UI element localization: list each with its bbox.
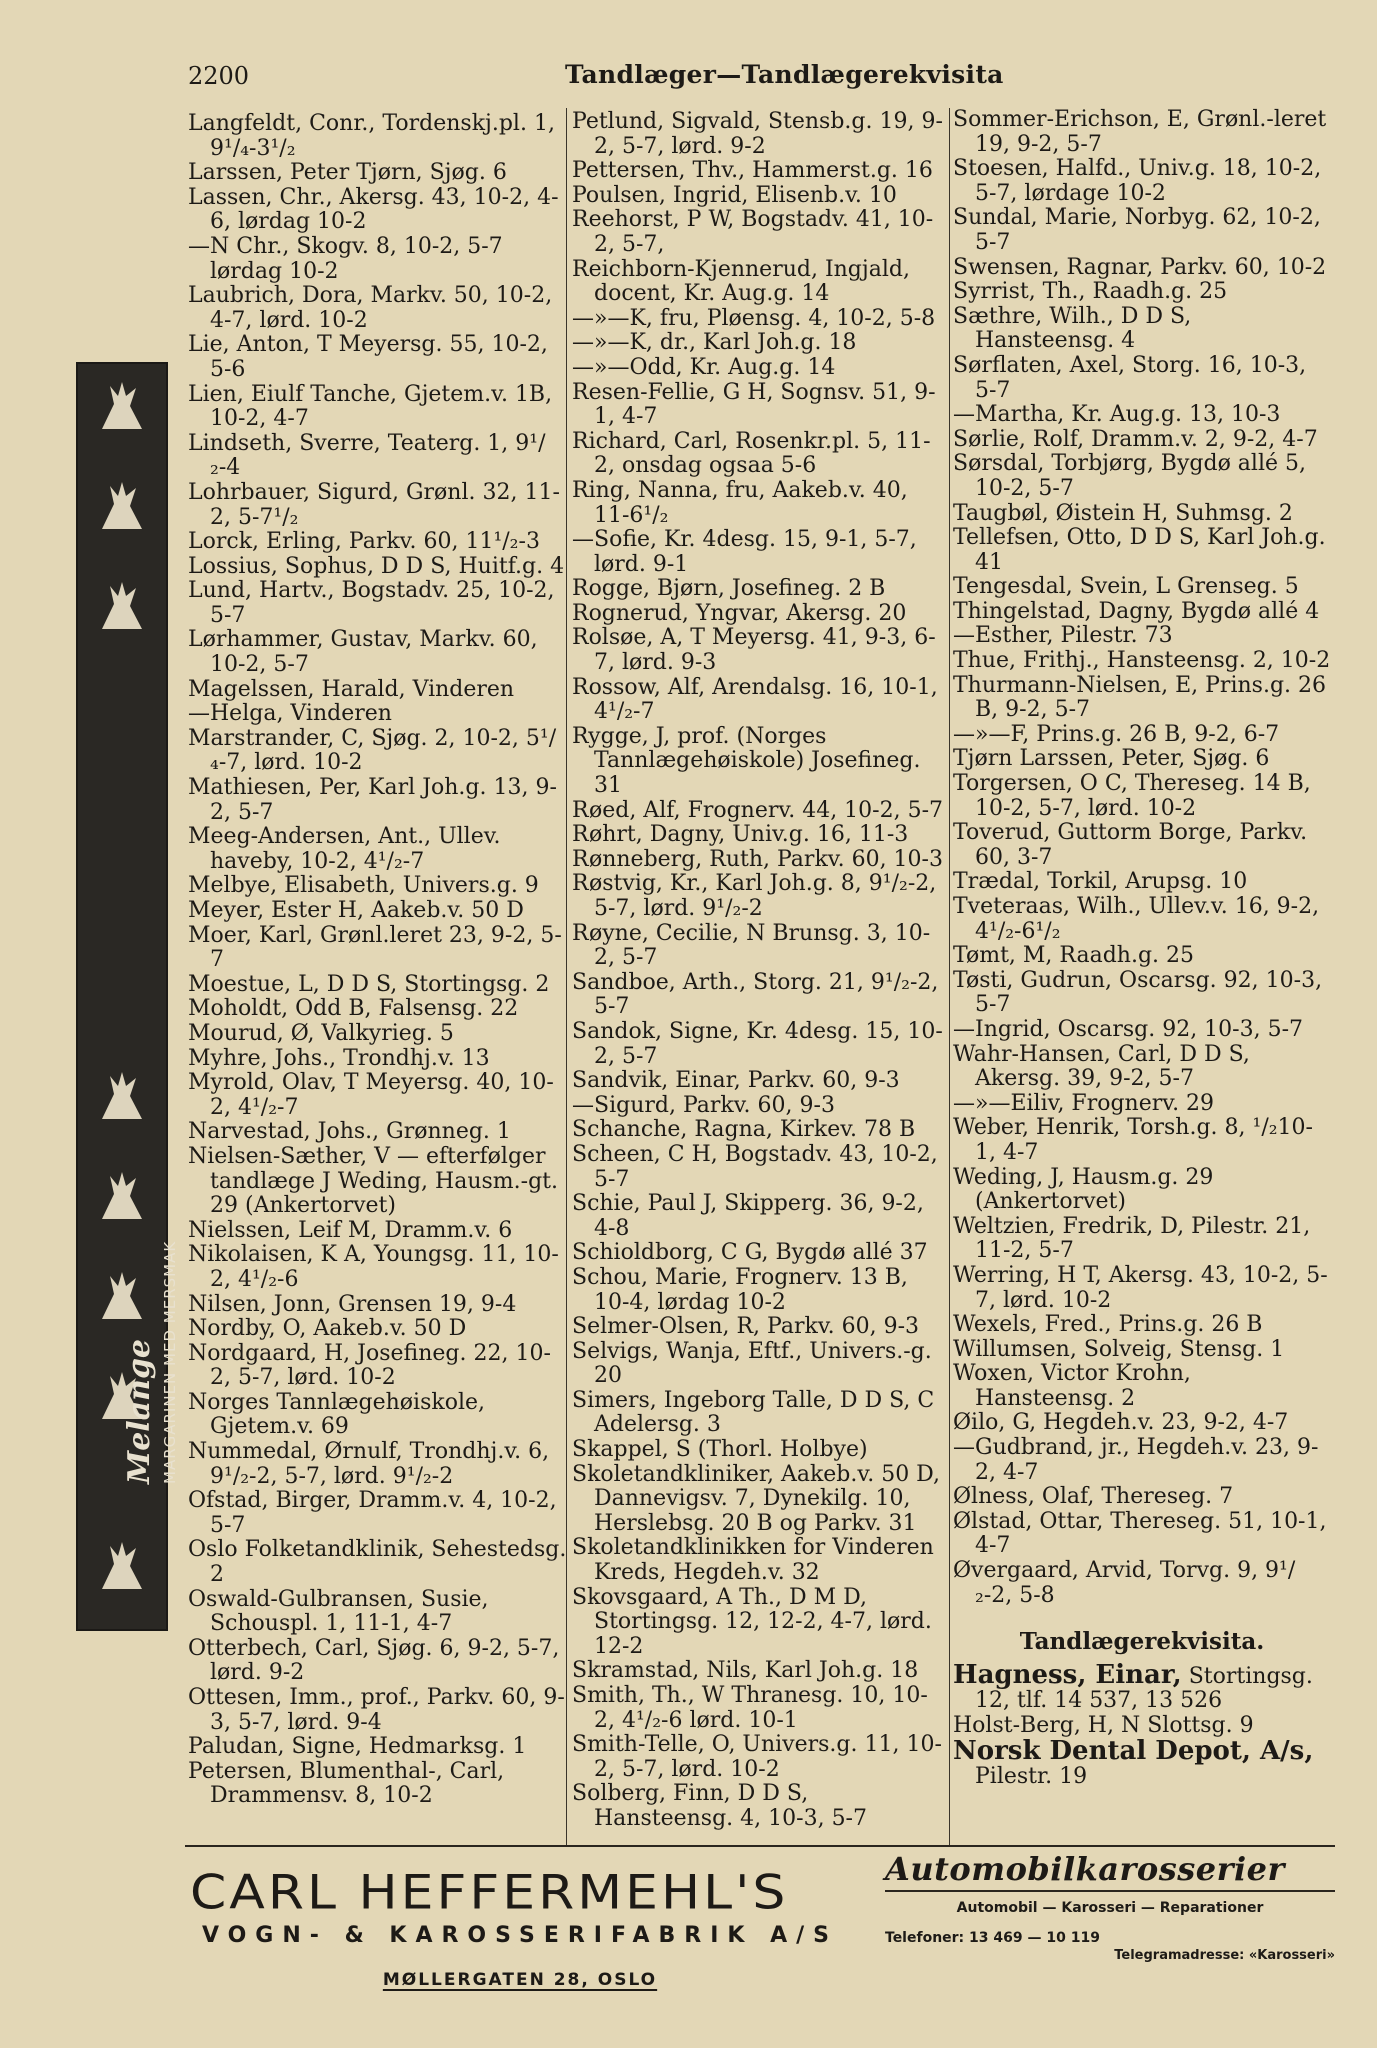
directory-entry: Tveteraas, Wilh., Ullev.v. 16, 9-2, 4¹/₂-6¹/₂ bbox=[953, 894, 1320, 944]
directory-entry: Narvestad, Johs., Grønneg. 1 bbox=[188, 1119, 511, 1145]
deer-icon bbox=[92, 1064, 152, 1124]
directory-entry: —Sofie, Kr. 4desg. 15, 9-1, 5-7, lørd. 9-1 bbox=[572, 527, 917, 577]
directory-entry: Pettersen, Thv., Hammerst.g. 16 bbox=[572, 158, 933, 184]
directory-entry: Reichborn-Kjennerud, Ingjald, docent, Kr. Aug.g. 14 bbox=[572, 256, 910, 307]
column-1 bbox=[188, 112, 568, 1809]
directory-entry: Meeg-Andersen, Ant., Ullev. haveby, 10-2, 4¹/₂-7 bbox=[188, 824, 501, 874]
deer-icon bbox=[92, 374, 152, 434]
directory-entry: Taugbøl, Øistein H, Suhmsg. 2 bbox=[953, 500, 1293, 526]
ad-right-services: Automobil — Karosseri — Reparationer bbox=[956, 1900, 1264, 1916]
ad-company-address: MØLLERGATEN 28, OSLO bbox=[382, 1970, 658, 1990]
directory-entry: Myhre, Johs., Trondhj.v. 13 bbox=[188, 1045, 490, 1071]
directory-entry: Mathiesen, Per, Karl Joh.g. 13, 9-2, 5-7 bbox=[188, 775, 557, 825]
column-2 bbox=[572, 110, 946, 1832]
directory-entry: Thingelstad, Dagny, Bygdø allé 4 bbox=[953, 598, 1320, 624]
directory-entry: Røyne, Cecilie, N Brunsg. 3, 10-2, 5-7 bbox=[572, 920, 931, 971]
ekvisita-entry: Holst-Berg, H, N Slottsg. 9 bbox=[953, 1713, 1254, 1738]
directory-entry: Selvigs, Wanja, Eftf., Univers.-g. 20 bbox=[572, 1338, 932, 1389]
directory-entry: Sundal, Marie, Norbyg. 62, 10-2, 5-7 bbox=[953, 205, 1321, 255]
directory-entry: Thue, Frithj., Hansteensg. 2, 10-2 bbox=[953, 648, 1331, 674]
directory-entry: Sørsdal, Torbjørg, Bygdø allé 5, 10-2, 5-7 bbox=[953, 451, 1306, 501]
directory-entry: Schou, Marie, Frognerv. 13 B, 10-4, lørdag 10-2 bbox=[572, 1264, 908, 1315]
directory-entry: Melbye, Elisabeth, Univers.g. 9 bbox=[188, 873, 539, 899]
directory-entry: Lohrbauer, Sigurd, Grønl. 32, 11-2, 5-7¹/₂ bbox=[188, 479, 560, 530]
directory-entry: Lossius, Sophus, D D S, Huitf.g. 4 bbox=[188, 553, 565, 579]
directory-entry: Richard, Carl, Rosenkr.pl. 5, 11-2, onsdag ogsaa 5-6 bbox=[572, 428, 931, 479]
directory-entry: Nielssen, Leif M, Dramm.v. 6 bbox=[188, 1217, 513, 1243]
directory-entry: Sørlie, Rolf, Dramm.v. 2, 9-2, 4-7 bbox=[953, 426, 1318, 452]
ad-right-phones: Telefoner: 13 469 — 10 119 bbox=[885, 1930, 1100, 1946]
directory-entry: Toverud, Guttorm Borge, Parkv. 60, 3-7 bbox=[953, 820, 1308, 870]
directory-entry: Larssen, Peter Tjørn, Sjøg. 6 bbox=[188, 160, 507, 186]
directory-entry: —N Chr., Skogv. 8, 10-2, 5-7 lørdag 10-2 bbox=[188, 233, 503, 284]
directory-entry: Tømt, M, Raadh.g. 25 bbox=[953, 943, 1195, 969]
directory-entry: Lund, Hartv., Bogstadv. 25, 10-2, 5-7 bbox=[188, 578, 555, 628]
directory-entry: Rossow, Alf, Arendalsg. 16, 10-1, 4¹/₂-7 bbox=[572, 674, 938, 725]
directory-entry: Nielsen-Sæther, V — efterfølger tandlæge J Weding, Hausm.-gt. 29 (Ankertorvet) bbox=[188, 1143, 558, 1219]
ad-company-subtitle: VOGN- & KAROSSERIFABRIK A/S bbox=[201, 1923, 839, 1948]
ekvisita-detail: Pilestr. 19 bbox=[975, 1764, 1088, 1790]
directory-entry: —»—Eiliv, Frognerv. 29 bbox=[953, 1090, 1215, 1116]
directory-entry: Woxen, Victor Krohn, Hansteensg. 2 bbox=[953, 1361, 1191, 1411]
page-title: Tandlæger—Tandlægerekvisita bbox=[565, 60, 1004, 89]
directory-entry: Ofstad, Birger, Dramm.v. 4, 10-2, 5-7 bbox=[188, 1488, 557, 1538]
directory-entry: —Ingrid, Oscarsg. 92, 10-3, 5-7 bbox=[953, 1016, 1304, 1042]
ad-divider bbox=[185, 1845, 1335, 1847]
directory-entry: Ølness, Olaf, Thereseg. 7 bbox=[953, 1484, 1234, 1510]
directory-entry: Øvergaard, Arvid, Torvg. 9, 9¹/₂-2, 5-8 bbox=[953, 1558, 1296, 1608]
directory-entry: Schie, Paul J, Skipperg. 36, 9-2, 4-8 bbox=[572, 1191, 924, 1241]
sidebar-text bbox=[122, 1241, 179, 1484]
ad-company-name: CARL HEFFERMEHL'S bbox=[190, 1866, 789, 1920]
directory-entry: Lindseth, Sverre, Teaterg. 1, 9¹/₂-4 bbox=[188, 430, 546, 481]
directory-entry: —»—F, Prins.g. 26 B, 9-2, 6-7 bbox=[953, 721, 1280, 747]
directory-entry: Moer, Karl, Grønl.leret 23, 9-2, 5-7 bbox=[188, 922, 562, 973]
directory-entry: Ottesen, Imm., prof., Parkv. 60, 9-3, 5-7, lørd. 9-4 bbox=[188, 1685, 565, 1735]
directory-entry: Swensen, Ragnar, Parkv. 60, 10-2 bbox=[953, 254, 1327, 280]
directory-entry: Schanche, Ragna, Kirkev. 78 B bbox=[572, 1117, 916, 1143]
directory-entry: Otterbech, Carl, Sjøg. 6, 9-2, 5-7, lørd. 9-2 bbox=[188, 1635, 560, 1686]
directory-entry: Røed, Alf, Frognerv. 44, 10-2, 5-7 bbox=[572, 797, 944, 823]
deer-icon bbox=[92, 1534, 152, 1594]
directory-entry: Tjørn Larssen, Peter, Sjøg. 6 bbox=[953, 746, 1270, 772]
directory-entry: Scheen, C H, Bogstadv. 43, 10-2, 5-7 bbox=[572, 1141, 938, 1192]
directory-entry: Sæthre, Wilh., D D S, Hansteensg. 4 bbox=[953, 303, 1192, 354]
directory-entry: Lorck, Erling, Parkv. 60, 11¹/₂-3 bbox=[188, 529, 540, 555]
directory-entry: Weber, Henrik, Torsh.g. 8, ¹/₂10-1, 4-7 bbox=[953, 1115, 1313, 1165]
directory-entry: Rygge, J, prof. (Norges Tannlægehøiskole) Josefineg. 31 bbox=[572, 723, 921, 799]
directory-entry: Lie, Anton, T Meyersg. 55, 10-2, 5-6 bbox=[188, 332, 548, 382]
directory-entry: Thurmann-Nielsen, E, Prins.g. 26 B, 9-2, 5-7 bbox=[953, 672, 1327, 723]
sidebar-brand: Melange bbox=[122, 1338, 157, 1484]
directory-entry: Rolsøe, A, T Meyersg. 41, 9-3, 6-7, lørd. 9-3 bbox=[572, 625, 936, 676]
directory-entry: Rognerud, Yngvar, Akersg. 20 bbox=[572, 600, 907, 626]
ekvisita-detail: Stortingsg. 12, tlf. 14 537, 13 526 bbox=[975, 1663, 1313, 1714]
directory-entry: Sørflaten, Axel, Storg. 16, 10-3, 5-7 bbox=[953, 352, 1307, 403]
deer-icon bbox=[92, 1164, 152, 1224]
directory-entry: Tøsti, Gudrun, Oscarsg. 92, 10-3, 5-7 bbox=[953, 967, 1323, 1018]
directory-entry: Norges Tannlægehøiskole, Gjetem.v. 69 bbox=[188, 1389, 485, 1440]
ekvisita-name: Hagness, Einar, bbox=[953, 1659, 1182, 1690]
ekvisita-entry bbox=[953, 1735, 1331, 1790]
directory-entry: Sandboe, Arth., Storg. 21, 9¹/₂-2, 5-7 bbox=[572, 969, 939, 1020]
directory-entry: Oswald-Gulbransen, Susie, Schouspl. 1, 11-1, 4-7 bbox=[188, 1586, 489, 1637]
directory-entry: Reehorst, P W, Bogstadv. 41, 10-2, 5-7, bbox=[572, 207, 934, 257]
directory-entry: Wahr-Hansen, Carl, D D S, Akersg. 39, 9-2, 5-7 bbox=[953, 1041, 1250, 1092]
karosserier-ad bbox=[885, 1850, 1335, 1963]
directory-entry: Langfeldt, Conr., Tordenskj.pl. 1, 9¹/₄-3¹/₂ bbox=[188, 111, 555, 161]
directory-entry: Meyer, Ester H, Aakeb.v. 50 D bbox=[188, 898, 524, 923]
deer-icon bbox=[92, 474, 152, 534]
margarine-ad-sidebar bbox=[76, 362, 179, 1631]
directory-entry: Skoletandklinikken for Vinderen Kreds, Hegdeh.v. 32 bbox=[572, 1535, 934, 1586]
column-3 bbox=[953, 108, 1331, 1790]
sidebar-slogan: MARGARINEN MED MERSMAK bbox=[161, 1240, 179, 1484]
directory-entry: Magelssen, Harald, Vinderen bbox=[188, 676, 515, 702]
section-title-ekvisita: Tandlægerekvisita. bbox=[1019, 1628, 1265, 1656]
directory-entry: Willumsen, Solveig, Stensg. 1 bbox=[953, 1336, 1285, 1362]
directory-entry: Marstrander, C, Sjøg. 2, 10-2, 5¹/₄-7, lørd. 10-2 bbox=[188, 725, 557, 776]
heffermehl-ad bbox=[190, 1865, 850, 1990]
directory-entry: Skramstad, Nils, Karl Joh.g. 18 bbox=[572, 1658, 919, 1684]
directory-entry: Skovsgaard, A Th., D M D, Stortingsg. 12, 12-2, 4-7, lørd. 12-2 bbox=[572, 1584, 932, 1659]
directory-entry: Oslo Folketandklinik, Sehestedsg. 2 bbox=[188, 1537, 567, 1588]
deer-icon bbox=[92, 574, 152, 634]
directory-entry: Moestue, L, D D S, Stortingsg. 2 bbox=[188, 971, 550, 997]
directory-entry: Nordby, O, Aakeb.v. 50 D bbox=[188, 1316, 467, 1342]
directory-entry: —»—K, fru, Pløensg. 4, 10-2, 5-8 bbox=[572, 305, 936, 331]
directory-entry: Ring, Nanna, fru, Aakeb.v. 40, 11-6¹/₂ bbox=[572, 477, 908, 528]
directory-entry: Tellefsen, Otto, D D S, Karl Joh.g. 41 bbox=[953, 525, 1326, 575]
directory-entry: Sandvik, Einar, Parkv. 60, 9-3 bbox=[572, 1068, 900, 1094]
directory-entry: Skappel, S (Thorl. Holbye) bbox=[572, 1437, 868, 1463]
directory-entry: Øilo, G, Hegdeh.v. 23, 9-2, 4-7 bbox=[953, 1410, 1289, 1436]
directory-entry: Syrrist, Th., Raadh.g. 25 bbox=[953, 279, 1228, 305]
ad-right-telegram: Telegramadresse: «Karosseri» bbox=[1114, 1948, 1335, 1963]
directory-entry: Weltzien, Fredrik, D, Pilestr. 21, 11-2, 5-7 bbox=[953, 1213, 1311, 1264]
directory-entry: —Martha, Kr. Aug.g. 13, 10-3 bbox=[953, 402, 1281, 428]
directory-entry: Schioldborg, C G, Bygdø allé 37 bbox=[572, 1240, 928, 1266]
directory-entry: Wexels, Fred., Prins.g. 26 B bbox=[953, 1312, 1263, 1338]
directory-entry: Petersen, Blumenthal-, Carl, Drammensv. 8, 10-2 bbox=[188, 1758, 505, 1809]
directory-entry: Simers, Ingeborg Talle, D D S, C Adelersg. 3 bbox=[572, 1387, 935, 1438]
directory-entry: Myrold, Olav, T Meyersg. 40, 10-2, 4¹/₂-7 bbox=[188, 1070, 554, 1120]
directory-entry: Selmer-Olsen, R, Parkv. 60, 9-3 bbox=[572, 1314, 920, 1340]
directory-entry: Lien, Eiulf Tanche, Gjetem.v. 1B, 10-2, 4-7 bbox=[188, 381, 553, 432]
directory-entry: Moholdt, Odd B, Falsensg. 22 bbox=[188, 996, 519, 1022]
page-number: 2200 bbox=[188, 62, 250, 90]
column-divider-2 bbox=[949, 108, 950, 1846]
directory-entry: Paludan, Signe, Hedmarksg. 1 bbox=[188, 1734, 527, 1760]
column-3-list bbox=[953, 108, 1331, 1608]
ekvisita-entry bbox=[953, 1659, 1331, 1714]
ad-right-title: Automobilkarosserier bbox=[885, 1850, 1335, 1892]
directory-entry: Rønneberg, Ruth, Parkv. 60, 10-3 bbox=[572, 846, 943, 872]
directory-entry: Rogge, Bjørn, Josefineg. 2 B bbox=[572, 576, 886, 602]
directory-entry: —Helga, Vinderen bbox=[188, 701, 392, 727]
directory-entry: Lassen, Chr., Akersg. 43, 10-2, 4-6, lørdag 10-2 bbox=[188, 184, 559, 235]
directory-entry: Røhrt, Dagny, Univ.g. 16, 11-3 bbox=[572, 822, 909, 848]
directory-entry: —Sigurd, Parkv. 60, 9-3 bbox=[572, 1092, 835, 1118]
ekvisita-name: Norsk Dental Depot, A/s, bbox=[953, 1735, 1314, 1766]
directory-entry: Laubrich, Dora, Markv. 50, 10-2, 4-7, lørd. 10-2 bbox=[188, 283, 553, 333]
directory-entry: Weding, J, Hausm.g. 29 (Ankertorvet) bbox=[953, 1164, 1214, 1215]
directory-entry: Trædal, Torkil, Arupsg. 10 bbox=[953, 869, 1248, 895]
directory-entry: Nilsen, Jonn, Grensen 19, 9-4 bbox=[188, 1291, 517, 1317]
directory-entry: Ølstad, Ottar, Thereseg. 51, 10-1, 4-7 bbox=[953, 1508, 1327, 1559]
directory-entry: —Esther, Pilestr. 73 bbox=[953, 623, 1173, 649]
directory-entry: Røstvig, Kr., Karl Joh.g. 8, 9¹/₂-2, 5-7, lørd. 9¹/₂-2 bbox=[572, 871, 937, 921]
directory-entry: Sommer-Erichson, E, Grønl.-leret 19, 9-2, 5-7 bbox=[953, 107, 1327, 157]
directory-entry: Nummedal, Ørnulf, Trondhj.v. 6, 9¹/₂-2, 5-7, lørd. 9¹/₂-2 bbox=[188, 1439, 550, 1489]
directory-entry: Nordgaard, H, Josefineg. 22, 10-2, 5-7, lørd. 10-2 bbox=[188, 1340, 551, 1391]
directory-entry: Resen-Fellie, G H, Sognsv. 51, 9-1, 4-7 bbox=[572, 379, 936, 430]
directory-entry: —»—Odd, Kr. Aug.g. 14 bbox=[572, 354, 836, 380]
directory-entry: Stoesen, Halfd., Univ.g. 18, 10-2, 5-7, lørdage 10-2 bbox=[953, 156, 1322, 206]
directory-entry: Torgersen, O C, Thereseg. 14 B, 10-2, 5-7, lørd. 10-2 bbox=[953, 771, 1311, 821]
directory-entry: Smith, Th., W Thranesg. 10, 10-2, 4¹/₂-6 lørd. 10-1 bbox=[572, 1683, 928, 1733]
directory-entry: Sandok, Signe, Kr. 4desg. 15, 10-2, 5-7 bbox=[572, 1018, 943, 1069]
directory-entry: —Gudbrand, jr., Hegdeh.v. 23, 9-2, 4-7 bbox=[953, 1435, 1319, 1485]
directory-entry: Smith-Telle, O, Univers.g. 11, 10-2, 5-7, lørd. 10-2 bbox=[572, 1732, 942, 1782]
directory-entry: Skoletandkliniker, Aakeb.v. 50 D, Dannevigsv. 7, Dynekilg. 10, Herslebsg. 20 B og Parkv. 31 bbox=[572, 1461, 941, 1536]
directory-entry: Poulsen, Ingrid, Elisenb.v. 10 bbox=[572, 182, 897, 208]
directory-entry: —»—K, dr., Karl Joh.g. 18 bbox=[572, 330, 857, 356]
directory-entry: Tengesdal, Svein, L Grenseg. 5 bbox=[953, 574, 1299, 600]
directory-entry: Werring, H T, Akersg. 43, 10-2, 5-7, lørd. 10-2 bbox=[953, 1262, 1328, 1313]
directory-entry: Lørhammer, Gustav, Markv. 60, 10-2, 5-7 bbox=[188, 627, 538, 678]
directory-entry: Mourud, Ø, Valkyrieg. 5 bbox=[188, 1020, 454, 1046]
directory-entry: Nikolaisen, K A, Youngsg. 11, 10-2, 4¹/₂-6 bbox=[188, 1242, 559, 1292]
directory-entry: Petlund, Sigvald, Stensb.g. 19, 9-2, 5-7, lørd. 9-2 bbox=[572, 109, 943, 159]
directory-entry: Solberg, Finn, D D S, Hansteensg. 4, 10-3, 5-7 bbox=[572, 1781, 867, 1831]
